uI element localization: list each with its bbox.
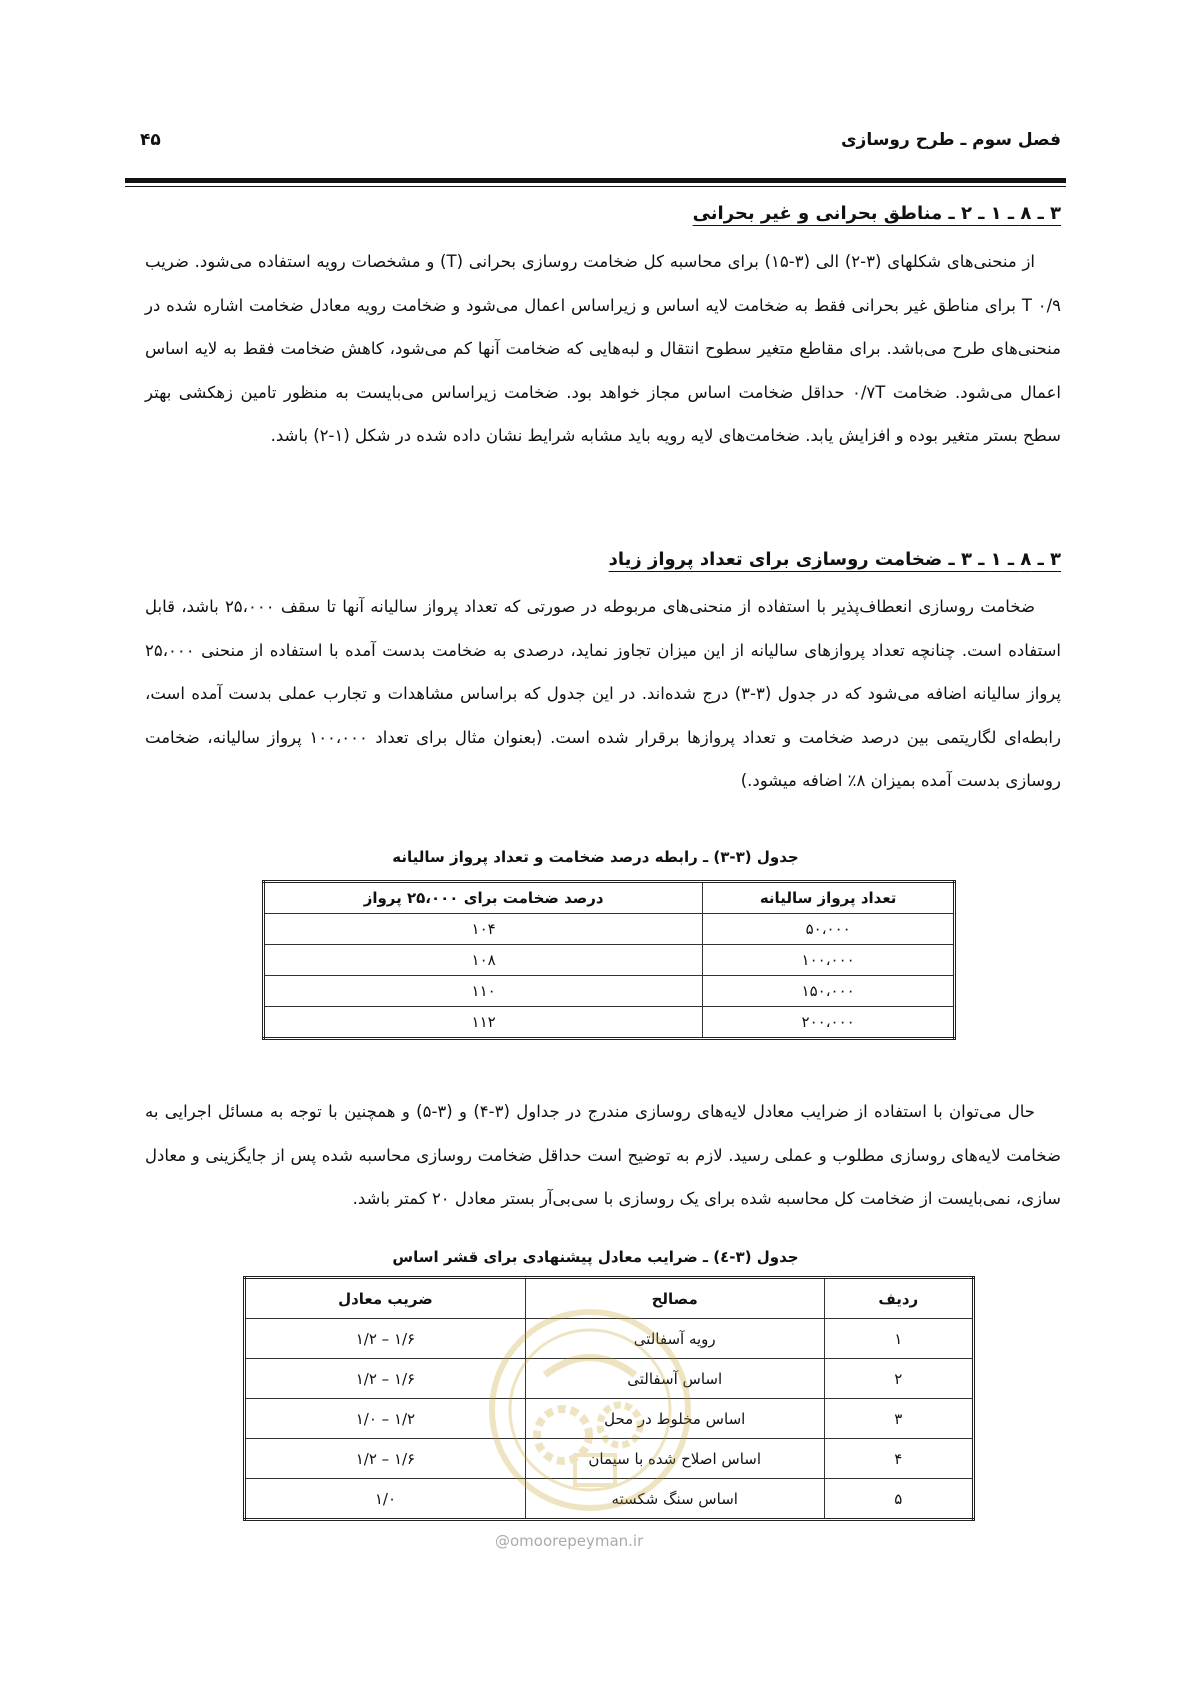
header-rule-thin [125, 186, 1066, 187]
page-header [125, 130, 1066, 160]
table-cell: ۱/۲ – ۱/۰ [245, 1399, 526, 1439]
table-cell: ۱/۰ [245, 1479, 526, 1520]
table-header-row [264, 882, 955, 914]
table-cell: ۱۱۰ [264, 976, 703, 1007]
table-cell: اساس آسفالتی [525, 1359, 824, 1399]
table-row [264, 976, 955, 1007]
table-cell: رویه آسفالتی [525, 1319, 824, 1359]
section-paragraph-critical-zones [145, 240, 1061, 458]
table-cell: ۵۰،۰۰۰ [703, 914, 955, 945]
table-cell: ۱۰۴ [264, 914, 703, 945]
table-cell: اساس سنگ شکسته [525, 1479, 824, 1520]
table-cell: ۱/۶ – ۱/۲ [245, 1319, 526, 1359]
table-cell: ۱ [824, 1319, 973, 1359]
table-cell: ۳ [824, 1399, 973, 1439]
column-header: تعداد پرواز سالیانه [703, 882, 955, 914]
section-paragraph-high-traffic [145, 585, 1061, 803]
table-caption: جدول (۳-۳) ـ رابطه درصد ضخامت و تعداد پرواز سالیانه [392, 848, 799, 866]
table-cell: ۱۰۰،۰۰۰ [703, 945, 955, 976]
table-cell: ۱/۶ – ۱/۲ [245, 1359, 526, 1399]
section-heading-critical-zones: ۳ ـ ۸ ـ ۱ ـ ۲ ـ مناطق بحرانی و غیر بحرانی [692, 203, 1061, 224]
table-cell: ۵ [824, 1479, 973, 1520]
table-cell: ۱/۶ – ۱/۲ [245, 1439, 526, 1479]
page-number: ۴۵ [140, 130, 161, 150]
table-cell: ۱۰۸ [264, 945, 703, 976]
column-header: مصالح [525, 1278, 824, 1319]
paragraph-text: ضخامت روسازی انعطاف‌پذیر با استفاده از منحنی‌های مربوطه در صورتی که تعداد پرواز سالیانه آنها تا سقف ۲۵،۰۰۰ باشد، قابل استفاده است. چنانچه تعداد پروازهای سالیانه از این میزان تجاوز نماید، درصدی به ضخامت بدست آمده با استفاده از منحنی ۲۵،۰۰۰ پرواز سالیانه اضافه می‌شود که در جدول (۳-۳) درج شده‌اند. در این جدول که براساس مشاهدات و تجارب عملی بدست آمده است، رابطه‌ای لگاریتمی بین درصد ضخامت و تعداد پروازها برقرار شده است. (بعنوان مثال برای تعداد ۱۰۰،۰۰۰ پرواز سالیانه، ضخامت روسازی بدست آمده بمیزان ۸٪ اضافه میشود.) [145, 597, 1061, 790]
chapter-title: فصل سوم ـ طرح روسازی [840, 130, 1061, 150]
table-cell: ۴ [824, 1439, 973, 1479]
table-caption: جدول (۳-٤) ـ ضرایب معادل پیشنهادی برای قشر اساس [392, 1248, 799, 1266]
table-cell: ۱۱۲ [264, 1007, 703, 1039]
table-cell: ۲۰۰،۰۰۰ [703, 1007, 955, 1039]
table-row [264, 914, 955, 945]
table-row [264, 1007, 955, 1039]
table-cell: اساس مخلوط در محل [525, 1399, 824, 1439]
table-row [264, 945, 955, 976]
thickness-departures-table [262, 880, 956, 1040]
paragraph-text: حال می‌توان با استفاده از ضرایب معادل لایه‌های روسازی مندرج در جداول (۳-۴) و (۳-۵) و همچنین با توجه به مسائل اجرایی به ضخامت لایه‌های روسازی مطلوب و عملی رسید. لازم به توضیح است حداقل ضخامت روسازی محاسبه شده پس از جایگزینی و معادل سازی، نمی‌بایست از ضخامت کل محاسبه شده برای یک روسازی با سی‌بی‌آر بستر معادل ۲۰ کمتر باشد. [145, 1102, 1061, 1208]
paragraph-text: از منحنی‌های شکلهای (۳-۲) الی (۳-۱۵) برای محاسبه کل ضخامت روسازی بحرانی (T) و مشخصات رویه استفاده می‌شود. ضریب T ۰/۹ برای مناطق غیر بحرانی فقط به ضخامت لایه اساس و زیراساس اعمال می‌شود و ضخامت رویه معادل ضخامت اشاره شده در منحنی‌های طرح می‌باشد. برای مقاطع متغیر سطوح انتقال و لبه‌هایی که ضخامت آنها کم می‌شود، کاهش ضخامت فقط به لایه اساس اعمال می‌شود. ضخامت ۰/۷T حداقل ضخامت اساس مجاز خواهد بود. ضخامت زیراساس می‌بایست به منظور تامین زهکشی بهتر سطح بستر متغیر بوده و افزایش یابد. ضخامت‌های لایه رویه باید مشابه شرایط نشان داده شده در شکل (۱-۲) باشد. [145, 252, 1062, 445]
header-rule-thick [125, 178, 1066, 183]
seal-watermark-icon [485, 1305, 695, 1515]
column-header: ردیف [824, 1278, 973, 1319]
table-cell: ۱۵۰،۰۰۰ [703, 976, 955, 1007]
column-header: درصد ضخامت برای ۲۵،۰۰۰ پرواز [264, 882, 703, 914]
section-heading-high-traffic: ۳ ـ ۸ ـ ۱ ـ ۳ ـ ضخامت روسازی برای تعداد پرواز زیاد [608, 549, 1061, 570]
table-cell: ۲ [824, 1359, 973, 1399]
table-cell: اساس اصلاح شده با سیمان [525, 1439, 824, 1479]
watermark-url: @omoorepeyman.ir [495, 1532, 644, 1550]
paragraph-equivalency [145, 1090, 1061, 1221]
column-header: ضریب معادل [245, 1278, 526, 1319]
